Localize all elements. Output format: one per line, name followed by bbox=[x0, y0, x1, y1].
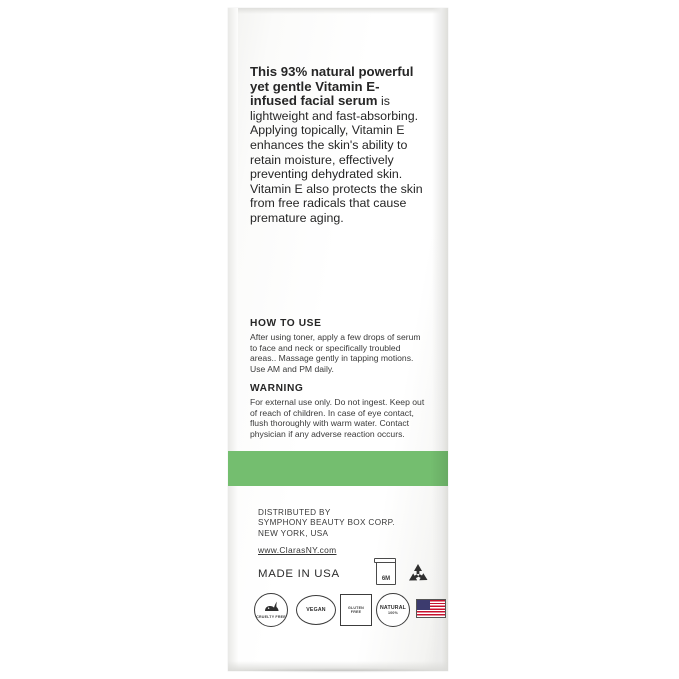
warning-section bbox=[250, 383, 426, 439]
usa-flag-icon bbox=[416, 599, 446, 618]
distributor-line-2: SYMPHONY BEAUTY BOX CORP. bbox=[258, 518, 396, 528]
cruelty-free-badge-label: CRUELTY FREE bbox=[256, 615, 286, 620]
box-floor-shadow bbox=[236, 668, 442, 673]
vegan-badge bbox=[296, 595, 336, 625]
natural-badge-line-1: NATURAL bbox=[379, 604, 407, 611]
distributor-info bbox=[258, 508, 428, 557]
gluten-free-badge-line-2: FREE bbox=[350, 610, 362, 614]
website-link[interactable]: www.ClarasNY.com bbox=[258, 545, 337, 556]
product-box bbox=[228, 8, 448, 671]
how-to-use-title: HOW TO USE bbox=[250, 318, 322, 329]
recycle-icon bbox=[406, 562, 430, 584]
leaping-bunny-icon bbox=[261, 600, 281, 615]
cruelty-free-badge bbox=[254, 593, 288, 627]
product-description-lead: This 93% natural powerful yet gentle Vitamin E-infused facial serum bbox=[250, 64, 414, 109]
natural-badge-line-2: 100% bbox=[388, 610, 398, 615]
how-to-use-section bbox=[250, 318, 426, 374]
made-in-usa-text: MADE IN USA bbox=[258, 568, 340, 580]
gluten-free-badge-line-1: GLUTEN bbox=[348, 605, 364, 610]
vegan-badge-label: VEGAN bbox=[306, 607, 326, 613]
gluten-free-badge bbox=[340, 594, 372, 626]
product-description bbox=[250, 65, 426, 226]
warning-body: For external use only. Do not ingest. Keep out of reach of children. In case of eye contact, flush thoroughly with warm water. Contact physician if any adverse reaction occurs. bbox=[250, 397, 425, 439]
period-after-opening-icon bbox=[376, 560, 396, 585]
pao-label: 6M bbox=[381, 576, 391, 582]
certification-badges bbox=[254, 593, 432, 629]
box-left-edge bbox=[228, 8, 238, 671]
flag-canton bbox=[417, 600, 430, 610]
natural-certified-badge bbox=[376, 593, 410, 627]
product-description-rest: is lightweight and fast-absorbing. Applying topically, Vitamin E enhances the skin's ability to retain moisture, effectively preventing dehydrated skin. Vitamin E also protects the skin from free radicals that cause premature aging. bbox=[250, 94, 423, 225]
symbol-row bbox=[376, 560, 440, 586]
green-band-shade bbox=[430, 451, 448, 486]
distributor-line-3: NEW YORK, USA bbox=[258, 528, 329, 538]
distributor-line-1: DISTRIBUTED BY bbox=[258, 508, 331, 517]
warning-title: WARNING bbox=[250, 383, 304, 394]
green-accent-band bbox=[228, 451, 448, 486]
box-top-edge bbox=[228, 8, 448, 14]
pao-lid bbox=[374, 558, 396, 563]
how-to-use-body: After using toner, apply a few drops of serum to face and neck or specifically troubled areas.. Massage gently in tapping motions. Use AM and PM daily. bbox=[250, 332, 421, 374]
